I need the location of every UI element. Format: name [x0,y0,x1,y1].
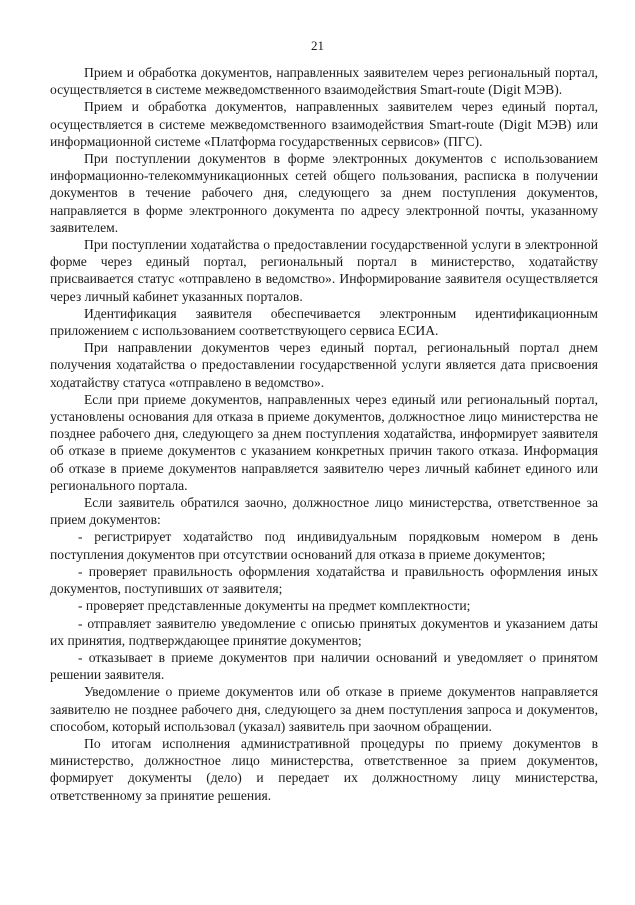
list-item-register: - регистрирует ходатайство под индивидуальным порядковым номером в день поступления документов при отсутствии оснований для отказа в приеме документов; [50,529,598,562]
page-number: 21 [311,38,324,53]
list-item-refuse: - отказывает в приеме документов при наличии оснований и уведомляет о принятом решении заявителя. [50,649,598,683]
paragraph-refusal-grounds: Если при приеме документов, направленных через единый или региональный портал, установлены основания для отказа в приеме документов, должностное лицо министерства не позднее рабочего дня, следующего за днем поступления ходатайства, информирует заявителя об отказе в приеме документов с указанием конкретных причин такого отказа. Информация об отказе в приеме документов направляется заявителю через личный кабинет единого или регионального портала. [50,391,598,493]
list-item-check-correctness: - проверяет правильность оформления ходатайства и правильность оформления иных документов, поступивших от заявителя; [50,563,598,597]
paragraph-receipt-date: При направлении документов через единый портал, региональный портал днем получения ходатайства о предоставлении государственной услуги является дата присвоения ходатайству статуса «отправлено в ведомство». [50,340,598,390]
paragraph-electronic-receipt: При поступлении документов в форме электронных документов с использованием информационно-телекоммуникационных сетей общего пользования, расписка в получении документов в течение рабочего дня, следующего за днем поступления документов, направляется в форме электронного документа по адресу электронной почты, указанному заявителем. [50,151,598,235]
list-item-send-notice: - отправляет заявителю уведомление с описью принятых документов и указанием даты их принятия, подтверждающее принятие документов; [50,615,598,648]
document-body [50,64,598,804]
list-item-check-completeness: - проверяет представленные документы на предмет комплектности; [78,598,471,614]
paragraph-regional-portal-processing: Прием и обработка документов, направленных заявителем через региональный портал, осуществляется в системе межведомственного взаимодействия Smart-route (Digit МЭВ). [50,65,598,98]
paragraph-status-sent: При поступлении ходатайства о предоставлении государственной услуги в электронной форме через единый портал, региональный портал в министерство, ходатайству присваивается статус «отправлено в ведомство». Информирование заявителя осуществляется через личный кабинет указанных порталов. [50,237,598,304]
paragraph-procedure-result: По итогам исполнения административной процедуры по приему документов в министерство, должностное лицо министерства, ответственное за прием документов, формирует документы (дело) и передает их должностному лицу министерства, ответственному за принятие решения. [50,735,598,803]
paragraph-identification: Идентификация заявителя обеспечивается электронным идентификационным приложением с использованием соответствующего сервиса ЕСИА. [50,305,598,339]
paragraph-unified-portal-processing: Прием и обработка документов, направленных заявителем через единый портал, осуществляется в системе межведомственного взаимодействия Smart-route (Digit МЭВ) или информационной системе «Платформа государственных сервисов» (ПГС). [50,99,598,149]
paragraph-remote-application: Если заявитель обратился заочно, должностное лицо министерства, ответственное за прием документов: [50,495,598,528]
paragraph-notification-timing: Уведомление о приеме документов или об отказе в приеме документов направляется заявителю не позднее рабочего дня, следующего за днем поступления запроса и документов, способом, который использовал (указал) заявитель при заочном обращении. [50,684,598,734]
